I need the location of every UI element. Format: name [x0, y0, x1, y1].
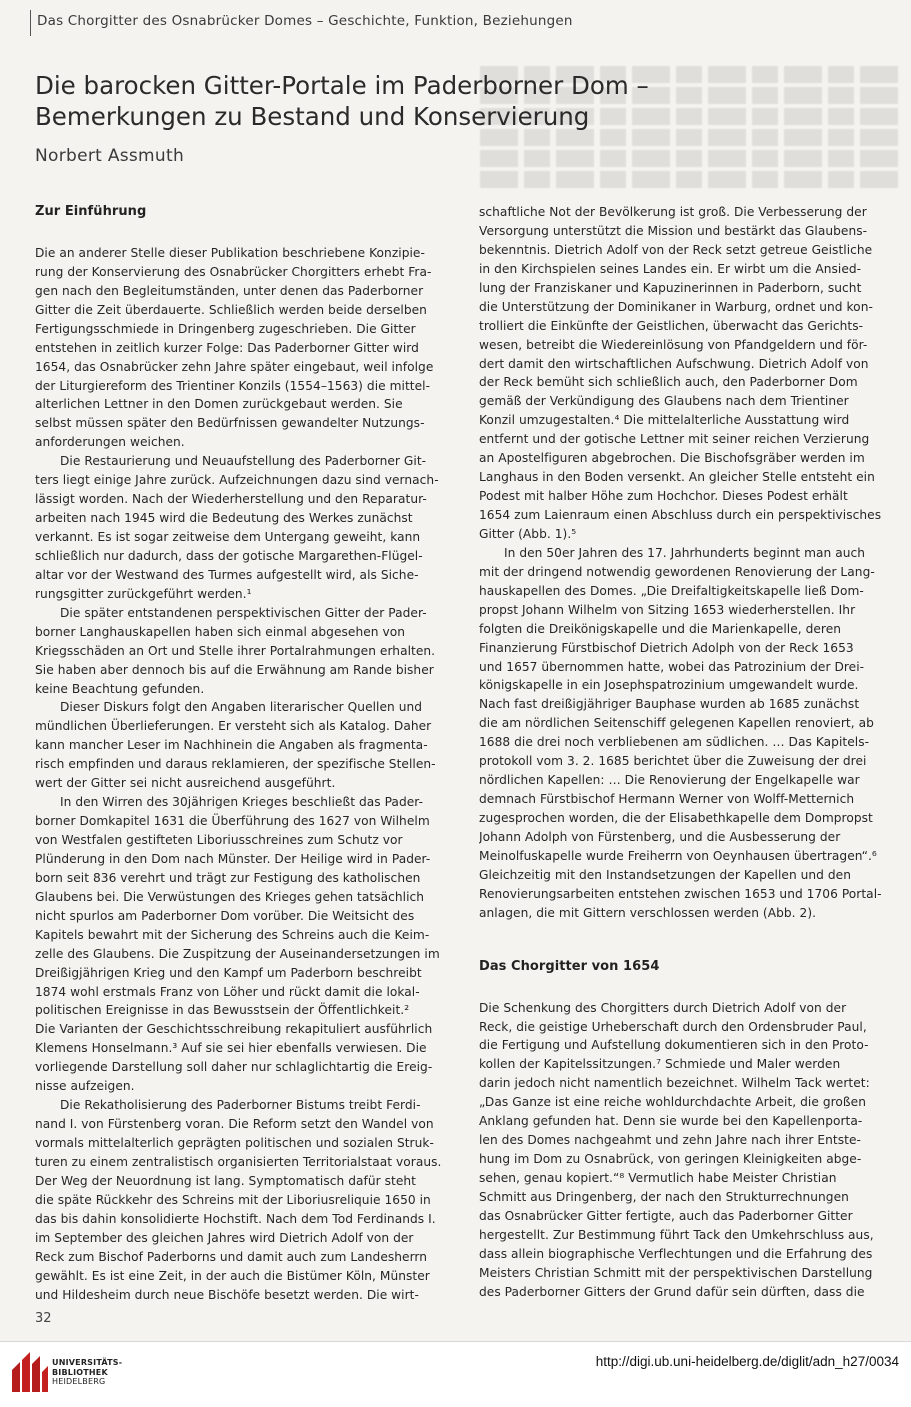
text-line: gewählt. Es ist eine Zeit, in der auch die Bistümer Köln, Münster	[35, 1268, 430, 1283]
text-line: protokoll vom 3. 2. 1685 berichtet über die Zuweisung der drei	[479, 754, 867, 769]
text-line: entstehen in zeitlich kurzer Folge: Das Paderborner Gitter wird	[35, 340, 419, 355]
text-line: die am nördlichen Seitenschiff gelegenen Kapellen renoviert, ab	[479, 716, 874, 731]
text-line: folgten die Dreikönigskapelle und die Marienkapelle, deren	[479, 621, 842, 636]
text-line: die Unterstützung der Dominikaner in Warburg, ordnet und kon-	[479, 299, 873, 314]
text-line: born seit 836 verehrt und trägt zur Festigung des katholischen	[35, 870, 421, 885]
text-line: propst Johann Wilhelm von Sitzing 1653 wiederherstellen. Ihr	[479, 602, 856, 617]
text-line: und Hildesheim durch neue Bischöfe besetzt werden. Die wirt-	[35, 1287, 419, 1302]
text-line: zelle des Glaubens. Die Zuspitzung der Auseinandersetzungen im	[35, 946, 440, 961]
text-line: die späte Rückkehr des Schreins mit der Liboriusreliquie 1650 in	[35, 1192, 431, 1207]
text-line: In den 50er Jahren des 17. Jahrhunderts beginnt man auch	[504, 545, 866, 560]
text-line: In den Wirren des 30jährigen Krieges beschließt das Pader-	[60, 795, 424, 810]
text-line: nicht spurlos am Paderborner Dom vorüber. Die Weitsicht des	[35, 908, 415, 923]
text-line: trolliert die Einkünfte der Geistlichen, überwacht das Gerichts-	[479, 318, 864, 333]
text-line: Renovierungsarbeiten entstehen zwischen 1653 und 1706 Portal-	[479, 886, 882, 901]
text-line: keine Beachtung gefunden.	[35, 681, 205, 696]
text-line: „Das Ganze ist eine reiche wohldurchdachte Arbeit, die großen	[479, 1095, 866, 1110]
text-line: kann mancher Leser im Nachhinein die Angaben als fragmenta-	[35, 738, 428, 753]
text-line: Plünderung in den Dom nach Münster. Der Heilige wird in Pader-	[35, 851, 431, 866]
text-line: borner Domkapitel 1631 die Überführung des 1627 von Wilhelm	[35, 814, 430, 829]
text-line: Die Restaurierung und Neuaufstellung des Paderborner Git-	[60, 454, 427, 469]
text-line: schließlich nur dadurch, dass der gotische Margarethen-Flügel-	[35, 548, 423, 563]
text-line: lung der Franziskaner und Kapuzinerinnen in Paderborn, sucht	[479, 280, 862, 295]
text-line: anforderungen weichen.	[35, 435, 185, 450]
text-line: von Westfalen gestifteten Liboriusschreines zum Schutz vor	[35, 833, 403, 848]
text-line: Der Weg der Neuordnung ist lang. Symptomatisch dafür steht	[35, 1173, 416, 1188]
text-line: Reck, die geistige Urheberschaft durch den Ordensbruder Paul,	[479, 1019, 867, 1034]
text-line: Kapitels bewahrt mit der Sicherung des Schreins auch die Keim-	[35, 927, 430, 942]
text-line: dass allein biographische Verflechtungen und die Erfahrung des	[479, 1246, 873, 1261]
footer-bar	[0, 1341, 911, 1407]
text-line: Podest mit halber Höhe zum Hochchor. Dieses Podest erhält	[479, 489, 848, 504]
text-line: gen nach den Begleitumständen, unter denen das Paderborner	[35, 283, 424, 298]
text-line: alterlichen Lettner in den Domen zurückgebaut werden. Sie	[35, 397, 403, 412]
source-url[interactable]: http://digi.ub.uni-heidelberg.de/diglit/adn_h27/0034	[595, 1354, 899, 1369]
text-line: Die Varianten der Geschichtsschreibung rekapituliert ausführlich	[35, 1022, 433, 1037]
text-line: Langhaus in den Boden versenkt. An gleicher Stelle entsteht ein	[479, 470, 875, 485]
text-line: entfernt und der gotische Lettner mit seiner reichen Verzierung	[479, 432, 870, 447]
text-line: verkannt. Es ist sogar zeitweise dem Untergang geweiht, kann	[35, 530, 421, 545]
text-line: turen zu einem zentralistisch organisierten Territorialstaat voraus.	[35, 1154, 442, 1169]
library-name-line: HEIDELBERG	[52, 1377, 106, 1386]
text-line: hauskapellen des Domes. „Die Dreifaltigkeitskapelle ließ Dom-	[479, 583, 864, 598]
text-line: das Osnabrücker Gitter fertigte, auch das Paderborner Gitter	[479, 1208, 853, 1223]
title-line: Bemerkungen zu Bestand und Konservierung	[35, 102, 590, 131]
text-line: in den Kirchspielen seines Landes ein. Er wirbt um die Ansied-	[479, 261, 862, 276]
text-line: der Liturgiereform des Trientiner Konzils (1554–1563) die mittel-	[35, 378, 431, 393]
page-number: 32	[35, 1311, 52, 1326]
text-line: Kriegsschäden an Ort und Stelle ihrer Portalrahmungen erhalten.	[35, 643, 436, 658]
text-line: Johann Adolph von Fürstenberg, und die Ausbesserung der	[479, 829, 841, 844]
text-line: darin jedoch nicht namentlich bezeichnet. Wilhelm Tack wertet:	[479, 1076, 870, 1091]
text-line: demnach Fürstbischof Hermann Werner von Wolff-Metternich	[479, 792, 855, 807]
text-line: nand I. von Fürstenberg voran. Die Reform setzt den Wandel von	[35, 1117, 434, 1132]
library-name	[52, 1358, 122, 1387]
text-line: hung im Dom zu Osnabrück, von geringen Kleinigkeiten abge-	[479, 1152, 862, 1167]
text-line: mit der dringend notwendig gewordenen Renovierung der Lang-	[479, 564, 875, 579]
title-line: Die barocken Gitter-Portale im Paderborner Dom –	[35, 71, 649, 100]
text-line: nördlichen Kapellen: … Die Renovierung der Engelkapelle war	[479, 773, 860, 788]
running-head: Das Chorgitter des Osnabrücker Domes – Geschichte, Funktion, Beziehungen	[37, 13, 573, 29]
text-line: lässigt worden. Nach der Wiederherstellung und den Reparatur-	[35, 492, 427, 507]
left-column	[35, 203, 447, 1304]
text-line: die Fertigung und Aufstellung dokumentieren sich in den Proto-	[479, 1038, 869, 1053]
text-line: des Paderborner Gitters der Grund dafür sein dürften, dass die	[479, 1284, 865, 1299]
text-line: rung der Konservierung des Osnabrücker Chorgitters erhebt Fra-	[35, 264, 432, 279]
text-line: ters liegt einige Jahre zurück. Aufzeichnungen dazu sind vernach-	[35, 473, 439, 488]
text-line: Finanzierung Fürstbischof Dietrich Adolph von der Reck 1653	[479, 640, 854, 655]
text-line: nisse aufzeigen.	[35, 1079, 135, 1094]
text-line: Die Rekatholisierung des Paderborner Bistums treibt Ferdi-	[60, 1098, 421, 1113]
text-line: 1874 wohl erstmals Franz von Löher und rückt damit die lokal-	[35, 984, 420, 999]
text-line: risch empfinden und daraus reklamieren, der spezifische Stellen-	[35, 757, 436, 772]
text-line: Die an anderer Stelle dieser Publikation beschriebene Konzipie-	[35, 245, 425, 260]
text-line: Gleichzeitig mit den Instandsetzungen der Kapellen und den	[479, 867, 852, 882]
section-heading: Das Chorgitter von 1654	[479, 958, 660, 974]
text-line: altar vor der Westwand des Turmes aufgestellt wird, als Siche-	[35, 567, 419, 582]
text-line: anlagen, die mit Gittern verschlossen werden (Abb. 2).	[479, 905, 817, 920]
text-line: Gitter die Zeit überdauerte. Schließlich werden beide derselben	[35, 302, 427, 317]
article-title	[35, 70, 795, 132]
text-line: schaftliche Not der Bevölkerung ist groß. Die Verbesserung der	[479, 205, 867, 219]
text-line: len des Domes nachgeahmt und zehn Jahre nach ihrer Entste-	[479, 1133, 861, 1148]
text-line: das bis dahin konsolidierte Hochstift. Nach dem Tod Ferdinands I.	[35, 1211, 436, 1226]
text-line: im September des gleichen Jahres wird Dietrich Adolf von der	[35, 1230, 414, 1245]
text-line: der Reck bemüht sich schließlich auch, den Paderborner Dom	[479, 375, 858, 390]
text-line: Gitter (Abb. 1).⁵	[479, 526, 577, 541]
text-line: arbeiten nach 1945 wird die Bedeutung des Werkes zunächst	[35, 511, 413, 526]
text-line: wesen, betreibt die Wiedereinlösung von Pfandgeldern und för-	[479, 337, 868, 352]
text-line: Die später entstandenen perspektivischen Gitter der Pader-	[60, 605, 427, 620]
text-line: Reck zum Bischof Paderborns und damit auch zum Landesherrn	[35, 1249, 428, 1264]
section-heading: Zur Einführung	[35, 204, 147, 219]
text-line: Konzil umzugestalten.⁴ Die mittelalterliche Ausstattung wird	[479, 413, 850, 428]
library-name-line: UNIVERSITÄTS-	[52, 1358, 123, 1367]
text-line: Glaubens bei. Die Verwüstungen des Krieges gehen tatsächlich	[35, 889, 425, 904]
library-logo-icon	[10, 1350, 50, 1394]
text-line: rungsgitter zurückgeführt werden.¹	[35, 586, 252, 601]
text-line: vormals mittelalterlich geprägten politischen und sozialen Struk-	[35, 1136, 434, 1151]
text-line: borner Langhauskapellen haben sich einmal abgesehen von	[35, 624, 406, 639]
text-line: dert damit den wirtschaftlichen Aufschwung. Dietrich Adolf von	[479, 356, 869, 371]
text-line: sehen, genau kopiert.“⁸ Vermutlich habe Meister Christian	[479, 1171, 837, 1186]
text-line: kollen der Kapitelssitzungen.⁷ Schmiede und Maler werden	[479, 1057, 841, 1072]
text-line: Anklang gefunden hat. Denn sie wurde bei den Kapellenporta-	[479, 1114, 863, 1129]
text-line: Fertigungsschmiede in Dringenberg zugeschrieben. Die Gitter	[35, 321, 416, 336]
right-body-upper	[479, 203, 899, 923]
text-line: und 1657 übernommen hatte, wobei das Patrozinium der Drei-	[479, 659, 865, 674]
text-line: gemäß der Verkündigung des Glaubens nach dem Trientiner	[479, 394, 849, 409]
author: Norbert Assmuth	[35, 146, 185, 166]
text-line: wert der Gitter sei nicht ausreichend ausgeführt.	[35, 776, 336, 791]
text-line: selbst müssen später den Bedürfnissen gewandelter Nutzungs-	[35, 416, 425, 431]
text-line: Die Schenkung des Chorgitters durch Dietrich Adolf von der	[479, 1000, 847, 1015]
text-line: Nach fast dreißigjähriger Bauphase wurden ab 1685 zunächst	[479, 697, 860, 712]
left-body	[35, 244, 447, 1305]
text-line: Meinolfuskapelle wurde Freiherrn von Oeynhausen übertragen“.⁶	[479, 848, 877, 863]
library-name-line: BIBLIOTHEK	[52, 1367, 108, 1377]
text-line: 1688 die drei noch verbliebenen am südlichen. … Das Kapitels-	[479, 735, 870, 750]
text-line: Meisters Christian Schmitt mit der perspektivischen Darstellung	[479, 1265, 873, 1280]
text-line: vorliegende Darstellung soll daher nur schlaglichtartig die Ereig-	[35, 1060, 433, 1075]
text-line: Versorgung unterstützt die Mission und bestärkt das Glaubens-	[479, 223, 868, 238]
header-rule	[30, 10, 31, 36]
text-line: mündlichen Überlieferungen. Er versteht sich als Katalog. Daher	[35, 719, 432, 734]
text-line: bekenntnis. Dietrich Adolf von der Reck setzt getreue Geistliche	[479, 242, 873, 257]
text-line: Dreißigjährigen Krieg und den Kampf um Paderborn beschreibt	[35, 965, 422, 980]
text-line: königskapelle in ein Josephspatrozinium umgewandelt wurde.	[479, 678, 859, 693]
text-line: 1654 zum Laienraum einen Abschluss durch ein perspektivisches	[479, 508, 882, 522]
text-line: Klemens Honselmann.³ Auf sie sei hier ebenfalls verwiesen. Die	[35, 1041, 427, 1056]
text-line: Sie haben aber dennoch bis auf die Erwähnung am Rande bisher	[35, 662, 434, 677]
text-line: an Apostelfiguren abgebrochen. Die Bischofsgräber werden im	[479, 451, 865, 466]
text-line: zugesprochen worden, die der Elisabethkapelle dem Dompropst	[479, 811, 873, 825]
text-line: Dieser Diskurs folgt den Angaben literarischer Quellen und	[60, 700, 423, 715]
text-line: hergestellt. Zur Bestimmung führt Tack den Umkehrschluss aus,	[479, 1227, 874, 1242]
right-column	[479, 203, 899, 1302]
right-body-lower	[479, 999, 899, 1302]
text-line: 1654, das Osnabrücker zehn Jahre später eingebaut, weil infolge	[35, 359, 434, 374]
text-line: Schmitt aus Dringenberg, der nach den Strukturrechnungen	[479, 1189, 849, 1204]
text-line: politischen Ereignisse in das Bewusstsein der Öffentlichkeit.²	[35, 1003, 410, 1018]
